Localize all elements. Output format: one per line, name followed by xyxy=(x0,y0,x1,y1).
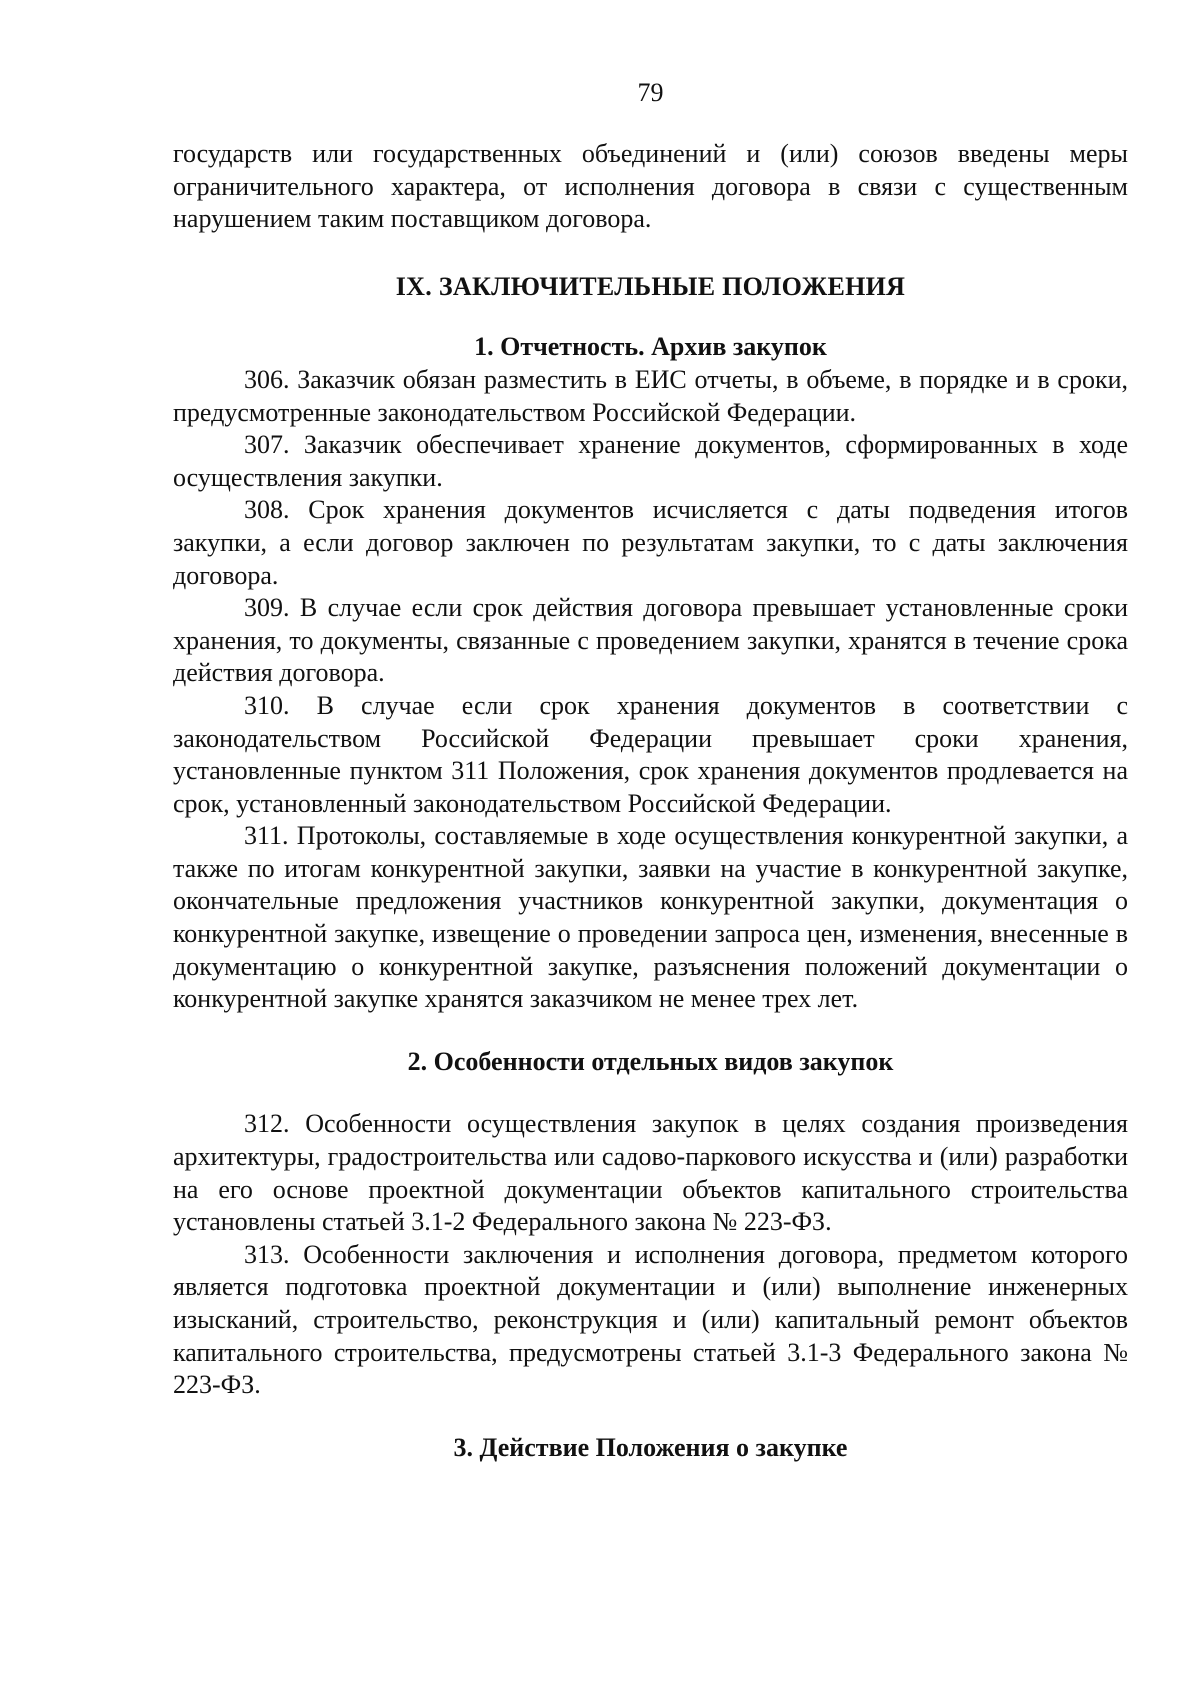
chapter-title: IX. ЗАКЛЮЧИТЕЛЬНЫЕ ПОЛОЖЕНИЯ xyxy=(395,271,906,301)
paragraph-310: 310. В случае если срок хранения документов в соответствии с законодательством Российской Федерации превышает сроки хранения, установленные пунктом 311 Положения, срок хранения документов продлевается на срок, установленный законодательством Российской Федерации. xyxy=(173,690,1128,818)
section-title-special-procurements: 2. Особенности отдельных видов закупок xyxy=(407,1046,894,1076)
section-title-reporting: 1. Отчетность. Архив закупок xyxy=(474,332,827,362)
paragraph-308: 308. Срок хранения документов исчисляется с даты подведения итогов закупки, а если договор заключен по результатам закупки, то с даты заключения договора. xyxy=(173,495,1128,590)
section-title-regulation-effect: 3. Действие Положения о закупке xyxy=(453,1432,848,1462)
paragraph-307: 307. Заказчик обеспечивает хранение документов, сформированных в ходе осуществления закупки. xyxy=(173,430,1128,492)
paragraph-312: 312. Особенности осуществления закупок в целях создания произведения архитектуры, градостроительства или садово-паркового искусства и (или) разработки на его основе проектной документации объектов капитального строительства установлены статьей 3.1-2 Федерального закона № 223-ФЗ. xyxy=(173,1109,1128,1237)
page-number: 79 xyxy=(637,78,664,107)
paragraph-313: 313. Особенности заключения и исполнения договора, предметом которого является подготовка проектной документации и (или) выполнение инженерных изысканий, строительство, реконструкция и (или) капитальный ремонт объектов капитального строительства, предусмотрены статьей 3.1-3 Федерального закона № 223-ФЗ. xyxy=(173,1239,1128,1400)
paragraph-306: 306. Заказчик обязан разместить в ЕИС отчеты, в объеме, в порядке и в сроки, предусмотренные законодательством Российской Федерации. xyxy=(173,364,1128,427)
document-body xyxy=(173,138,1128,1464)
paragraph-309: 309. В случае если срок действия договора превышает установленные сроки хранения, то документы, связанные с проведением закупки, хранятся в течение срока действия договора. xyxy=(173,593,1128,688)
intro-paragraph: государств или государственных объединений и (или) союзов введены меры ограничительного характера, от исполнения договора в связи с существенным нарушением таким поставщиком договора. xyxy=(173,139,1128,234)
paragraph-311: 311. Протоколы, составляемые в ходе осуществления конкурентной закупки, а также по итогам конкурентной закупки, заявки на участие в конкурентной закупке, окончательные предложения участников конкурентной закупки, документация о конкурентной закупке, извещение о проведении запроса цен, изменения, внесенные в документацию о конкурентной закупке, разъяснения положений документации о конкурентной закупке хранятся заказчиком не менее трех лет. xyxy=(173,821,1128,1014)
